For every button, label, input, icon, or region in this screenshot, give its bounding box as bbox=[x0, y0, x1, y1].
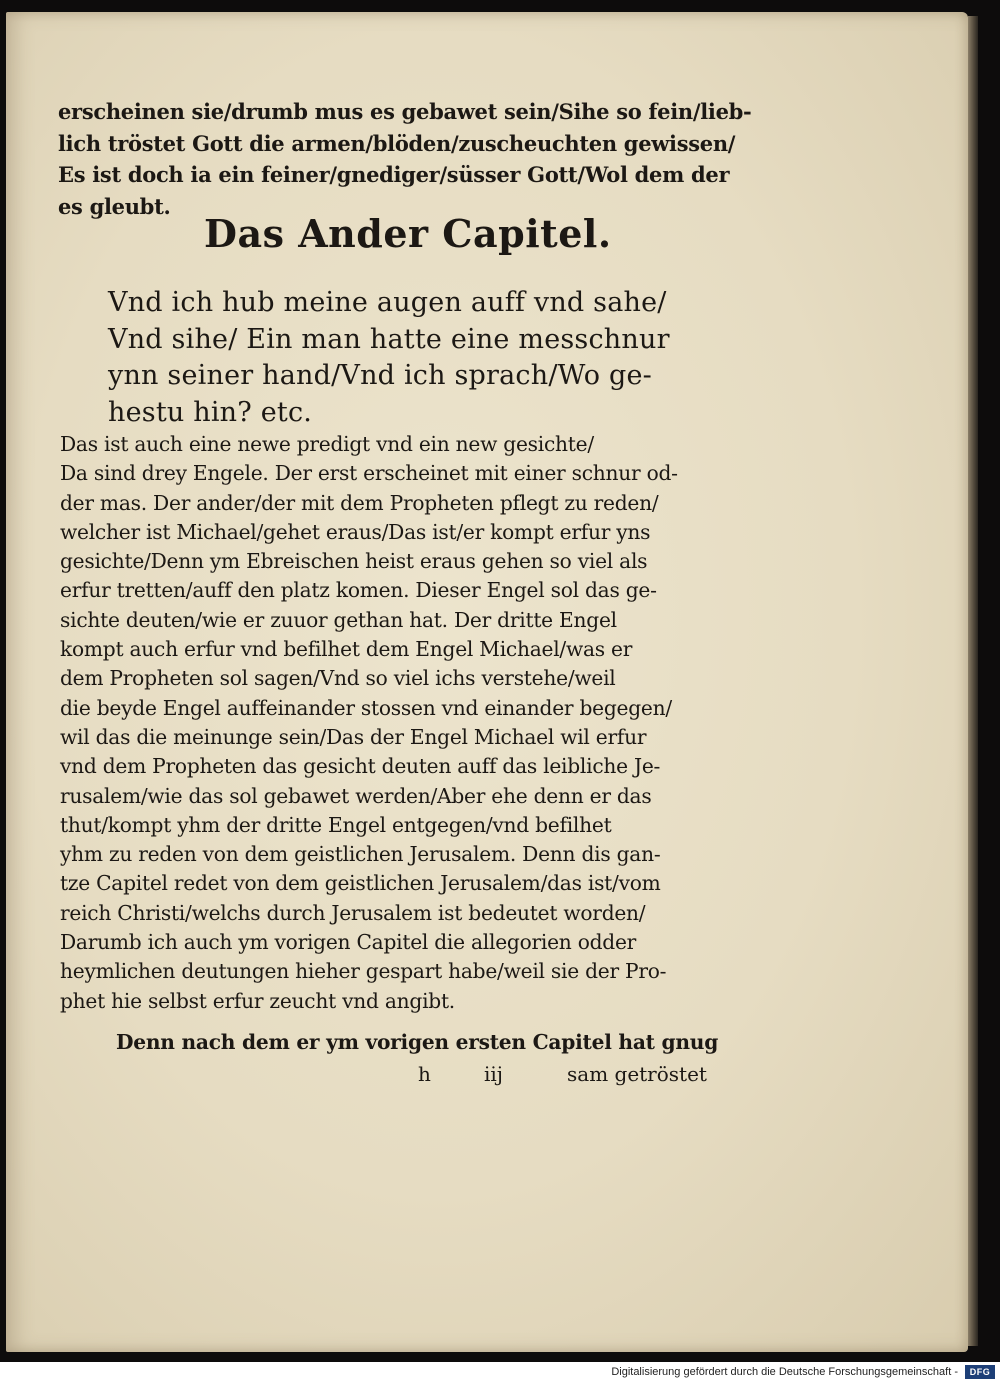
text-line: yhm zu reden von dem geistlichen Jerusalem. Denn dis gan- bbox=[60, 842, 661, 867]
text-line: der mas. Der ander/der mit dem Propheten pflegt zu reden/ bbox=[60, 490, 659, 515]
next-paragraph-start: Denn nach dem er ym vorigen ersten Capitel hat gnug bbox=[116, 1030, 719, 1054]
text-line: wil das die meinunge sein/Das der Engel Michael wil erfur bbox=[60, 724, 647, 749]
text-line: rusalem/wie das sol gebawet werden/Aber ehe denn er das bbox=[60, 783, 652, 808]
text-line: heymlichen deutungen hieher gespart habe/weil sie der Pro- bbox=[60, 959, 667, 984]
text-line: reich Christi/welchs durch Jerusalem ist bedeutet worden/ bbox=[60, 900, 646, 925]
text-line: Da sind drey Engele. Der erst erscheinet mit einer schnur od- bbox=[60, 461, 678, 486]
chapter-heading: Das Ander Capitel. bbox=[204, 211, 612, 256]
text-line: Vnd ich hub meine augen auff vnd sahe/ bbox=[108, 287, 667, 318]
text-line: Darumb ich auch ym vorigen Capitel die allegorien odder bbox=[60, 930, 637, 955]
previous-chapter-ending bbox=[58, 96, 751, 222]
text-line: ynn seiner hand/Vnd ich sprach/Wo ge- bbox=[108, 360, 652, 391]
commentary-paragraph bbox=[60, 430, 678, 1016]
footer-bar bbox=[0, 1362, 1000, 1383]
signature-mark: h bbox=[418, 1062, 431, 1086]
text-line: dem Propheten sol sagen/Vnd so viel ichs verstehe/weil bbox=[60, 666, 616, 691]
scripture-verse bbox=[108, 285, 670, 431]
signature-number: iij bbox=[484, 1062, 503, 1086]
text-line: welcher ist Michael/gehet eraus/Das ist/er kompt erfur yns bbox=[60, 519, 651, 544]
text-line: tze Capitel redet von dem geistlichen Jerusalem/das ist/vom bbox=[60, 871, 661, 896]
text-line: hestu hin? etc. bbox=[108, 396, 313, 428]
catchword: sam getröstet bbox=[567, 1062, 707, 1086]
text-line: sichte deuten/wie er zuuor gethan hat. Der dritte Engel bbox=[60, 607, 617, 632]
text-line: Das ist auch eine newe predigt vnd ein new gesichte/ bbox=[60, 432, 594, 456]
text-line: Vnd sihe/ Ein man hatte eine messchnur bbox=[108, 323, 670, 355]
text-line: es gleubt. bbox=[58, 193, 171, 219]
text-line: kompt auch erfur vnd befilhet dem Engel Michael/was er bbox=[60, 637, 633, 662]
text-line: Es ist doch ia ein feiner/gnediger/süsser Gott/Wol dem der bbox=[58, 162, 730, 187]
text-line: vnd dem Propheten das gesicht deuten auff das leibliche Je- bbox=[60, 754, 661, 779]
text-line: lich tröstet Gott die armen/blöden/zuscheuchten gewissen/ bbox=[58, 130, 736, 156]
page-fore-edge bbox=[968, 16, 978, 1346]
dfg-logo[interactable]: DFG bbox=[965, 1365, 995, 1379]
text-line: die beyde Engel auffeinander stossen vnd einander begegen/ bbox=[60, 695, 672, 720]
text-line: erscheinen sie/drumb mus es gebawet sein/Sihe so fein/lieb- bbox=[58, 99, 752, 124]
text-line: phet hie selbst erfur zeucht vnd angibt. bbox=[60, 988, 455, 1013]
text-line: gesichte/Denn ym Ebreischen heist eraus gehen so viel als bbox=[60, 549, 648, 574]
funding-credit: Digitalisierung gefördert durch die Deutsche Forschungsgemeinschaft - bbox=[611, 1366, 958, 1378]
text-line: erfur tretten/auff den platz komen. Dieser Engel sol das ge- bbox=[60, 578, 657, 603]
text-line: thut/kompt yhm der dritte Engel entgegen/vnd befilhet bbox=[60, 812, 612, 837]
